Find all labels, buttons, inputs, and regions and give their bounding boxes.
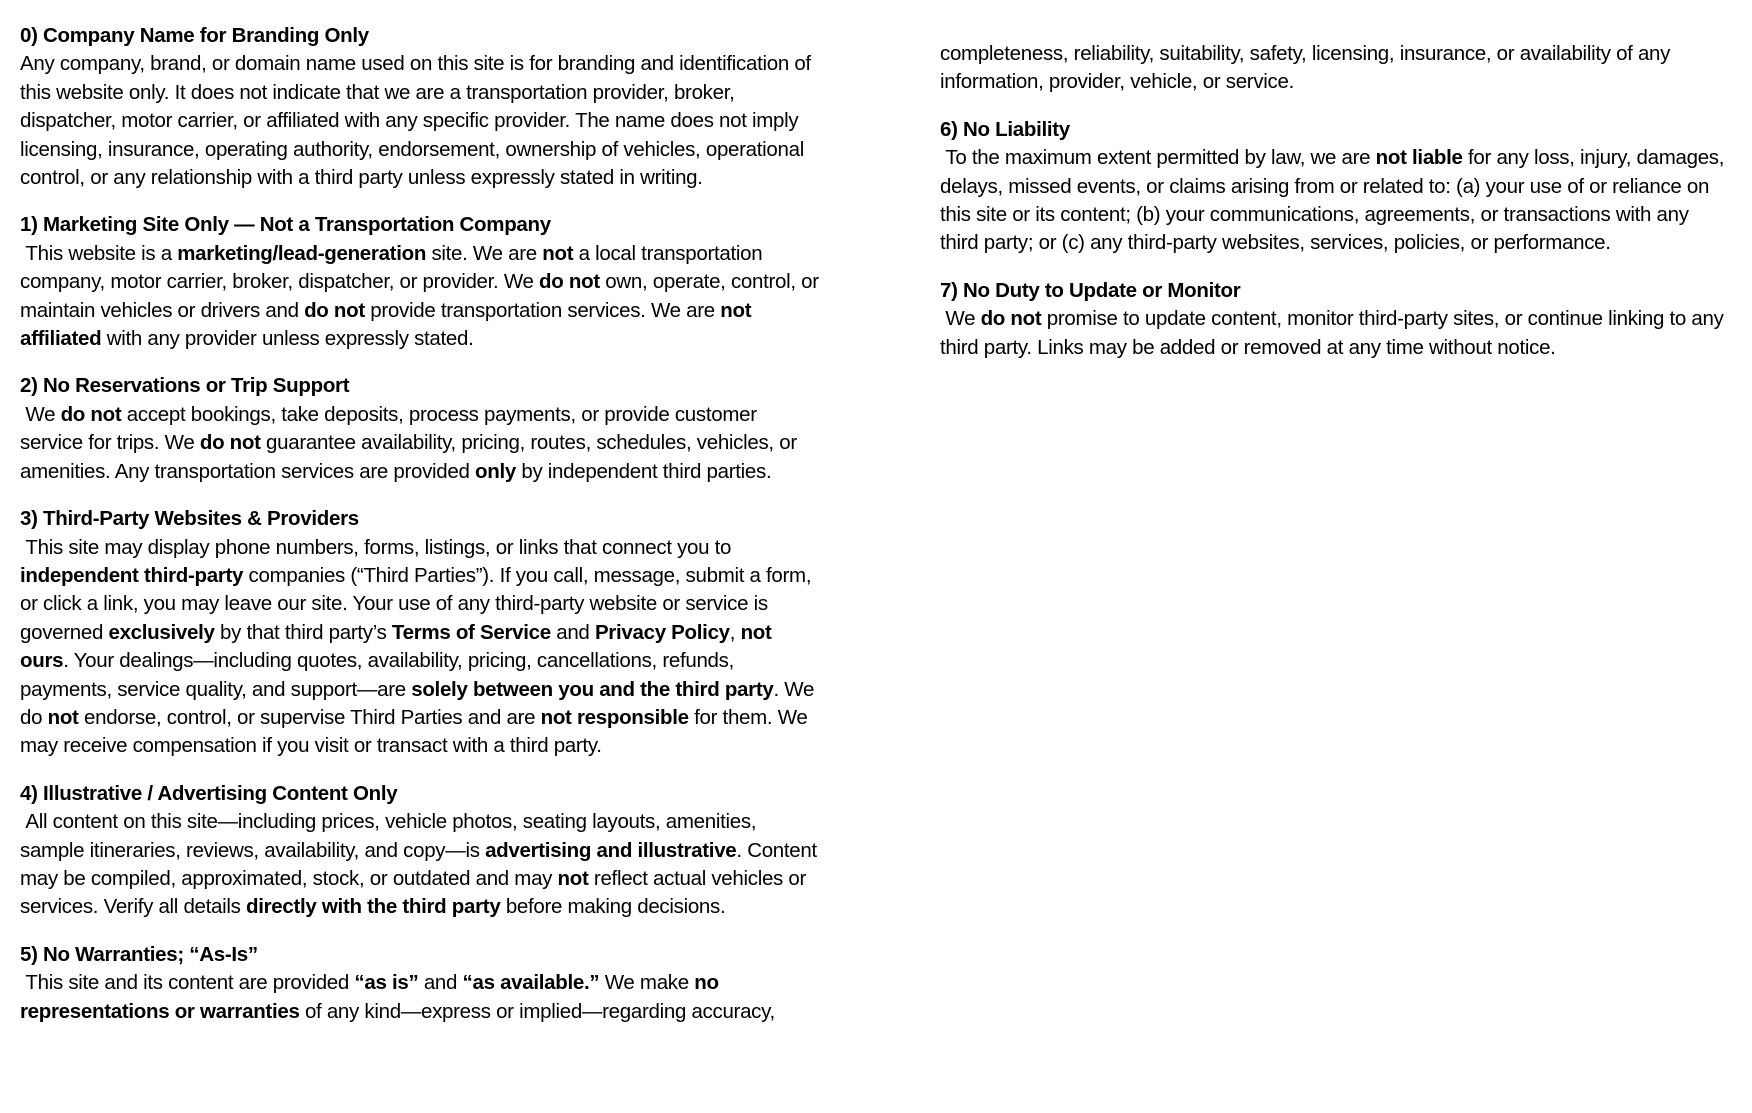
section-no-reservations xyxy=(20,372,820,486)
section-heading: 6) No Liability xyxy=(940,117,1070,141)
section-company-name xyxy=(20,22,820,192)
section-body: completeness, reliability, suitability, safety, licensing, insurance, or availability of any information, provider, vehicle, or service. xyxy=(940,42,1671,94)
section-no-warranties xyxy=(20,941,820,1026)
section-heading: 1) Marketing Site Only — Not a Transportation Company xyxy=(20,213,551,237)
section-no-warranties-continued xyxy=(940,40,1728,97)
section-body: Any company, brand, or domain name used on this site is for branding and identification of this website only. It does not indicate that we are a transportation provider, broker, dispatcher, motor carrier, or affiliated with any specific provider. The name does not imply licensing, insurance, operating authority, endorsement, ownership of vehicles, operational control, or any relationship with a third party unless expressly stated in writing. xyxy=(20,52,811,190)
section-heading: 5) No Warranties; “As-Is” xyxy=(20,942,258,966)
section-body: This website is a marketing/lead-generation site. We are not a local transportation company, motor carrier, broker, dispatcher, or provider. We do not own, operate, control, or maintain vehicles or drivers and do not provide transportation services. We are not affiliated with any provider unless expressly stated. xyxy=(20,241,819,351)
right-column xyxy=(940,22,1728,1045)
section-marketing-site-only xyxy=(20,211,820,353)
section-heading: 0) Company Name for Branding Only xyxy=(20,24,369,47)
section-heading: 4) Illustrative / Advertising Content Only xyxy=(20,781,398,805)
section-heading: 3) Third-Party Websites & Providers xyxy=(20,507,359,531)
section-body: This site may display phone numbers, forms, listings, or links that connect you to independent third-party companies (“Third Parties”). If you call, message, submit a form, or click a link, you may leave our site. Your use of any third-party website or service is governed exclusively by that third party’s Terms of Service and Privacy Policy, not ours. Your dealings—including quotes, availability, pricing, cancellations, refunds, payments, service quality, and support—are solely between you and the third party. We do not endorse, control, or supervise Third Parties and are not responsible for them. We may receive compensation if you visit or transact with a third party. xyxy=(20,535,815,758)
section-heading: 2) No Reservations or Trip Support xyxy=(20,374,350,398)
section-body: To the maximum extent permitted by law, we are not liable for any loss, injury, damages, delays, missed events, or claims arising from or related to: (a) your use of or reliance on this site or its content; (b) your communications, agreements, or transactions with any third party; or (c) any third-party websites, services, policies, or performance. xyxy=(940,146,1725,255)
section-body: We do not accept bookings, take deposits, process payments, or provide customer service for trips. We do not guarantee availability, pricing, routes, schedules, vehicles, or amenities. Any transportation services are provided only by independent third parties. xyxy=(20,402,797,483)
section-no-duty-to-update xyxy=(940,277,1728,362)
left-column xyxy=(20,22,820,1045)
section-body: This site and its content are provided “as is” and “as available.” We make no representations or warranties of any kind—express or implied—regarding accuracy, xyxy=(20,971,775,1023)
section-heading: 7) No Duty to Update or Monitor xyxy=(940,278,1241,302)
section-third-party-websites xyxy=(20,505,820,761)
section-body: We do not promise to update content, monitor third-party sites, or continue linking to any third party. Links may be added or removed at any time without notice. xyxy=(940,307,1724,359)
section-illustrative-content xyxy=(20,780,820,922)
section-no-liability xyxy=(940,116,1728,258)
section-body: All content on this site—including prices, vehicle photos, seating layouts, amenities, sample itineraries, reviews, availability, and copy—is advertising and illustrative. Content may be compiled, approximated, stock, or outdated and may not reflect actual vehicles or services. Verify all details directly with the third party before making decisions. xyxy=(20,810,817,919)
